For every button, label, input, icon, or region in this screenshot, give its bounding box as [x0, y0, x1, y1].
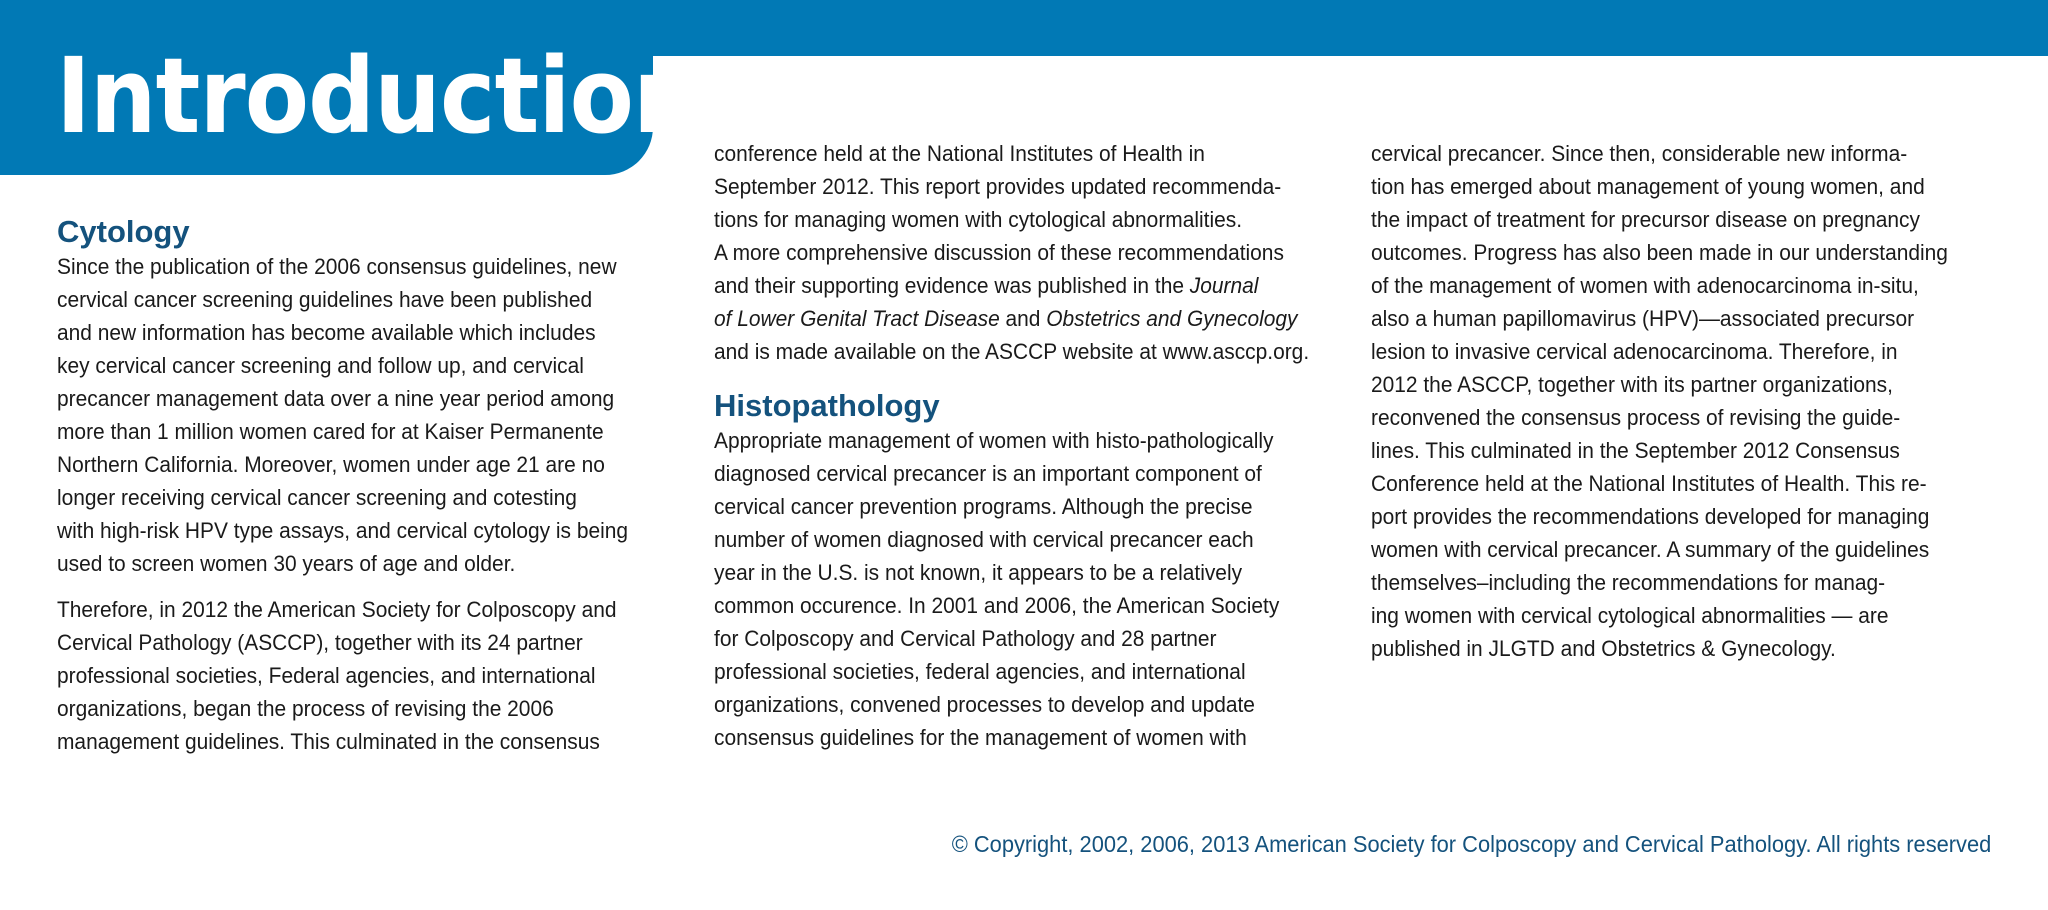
text-line: more than 1 million women cared for at Kaiser Permanente — [57, 419, 604, 444]
text-line: management guidelines. This culminated in the consensus — [57, 729, 600, 754]
text-line: port provides the recommendations developed for managing — [1371, 504, 1930, 529]
paragraph-cytology-2 — [57, 593, 671, 758]
text-line: the impact of treatment for precursor disease on pregnancy — [1371, 207, 1920, 232]
journal-title: of Lower Genital Tract Disease — [714, 306, 1000, 331]
text-line: professional societies, Federal agencies, and international — [57, 663, 596, 688]
paragraph-cytology-3 — [714, 137, 1354, 368]
text-line: year in the U.S. is not known, it appears to be a relatively — [714, 560, 1243, 585]
text-line: consensus guidelines for the management of women with — [714, 725, 1247, 750]
text-line: also a human papillomavirus (HPV)—associated precursor — [1371, 306, 1915, 331]
text-line: organizations, convened processes to develop and update — [714, 692, 1255, 717]
text-line: key cervical cancer screening and follow up, and cervical — [57, 353, 584, 378]
text-line: conference held at the National Institutes of Health in — [714, 141, 1205, 166]
text-line: Appropriate management of women with histo-pathologically — [714, 428, 1274, 453]
text-line: cervical cancer screening guidelines have been published — [57, 287, 593, 312]
text-line: Cervical Pathology (ASCCP), together with its 24 partner — [57, 630, 583, 655]
title-banner — [0, 0, 699, 175]
text-line: with high-risk HPV type assays, and cervical cytology is being — [57, 518, 629, 543]
text-line: outcomes. Progress has also been made in our understanding — [1371, 240, 1948, 265]
text-line: lines. This culminated in the September 2012 Consensus — [1371, 438, 1900, 463]
text-segment: and — [999, 306, 1047, 331]
text-line: published in JLGTD and Obstetrics & Gynecology. — [1371, 636, 1836, 661]
text-line: longer receiving cervical cancer screening and cotesting — [57, 485, 577, 510]
column-3 — [1371, 137, 1991, 665]
text-line: cervical precancer. Since then, considerable new informa- — [1371, 141, 1908, 166]
text-line — [714, 269, 1309, 302]
journal-title: Journal — [1189, 273, 1259, 298]
heading-histopathology: Histopathology — [714, 388, 940, 423]
text-line: used to screen women 30 years of age and older. — [57, 551, 516, 576]
text-line: ing women with cervical cytological abnormalities — are — [1371, 603, 1889, 628]
text-line: and is made available on the ASCCP website at www.asccp.org. — [714, 339, 1310, 364]
page-title: Introduction — [56, 35, 699, 157]
text-line: tion has emerged about management of young women, and — [1371, 174, 1925, 199]
text-line: number of women diagnosed with cervical precancer each — [714, 527, 1254, 552]
text-line: professional societies, federal agencies, and international — [714, 659, 1246, 684]
text-line: organizations, began the process of revising the 2006 — [57, 696, 554, 721]
column-1 — [57, 214, 671, 758]
text-line: September 2012. This report provides updated recommenda- — [714, 174, 1282, 199]
text-line: common occurence. In 2001 and 2006, the American Society — [714, 593, 1280, 618]
paragraph-histopathology-2 — [1371, 137, 1991, 665]
text-line: of the management of women with adenocarcinoma in-situ, — [1371, 273, 1919, 298]
text-line: Northern California. Moreover, women under age 21 are no — [57, 452, 605, 477]
text-line: for Colposcopy and Cervical Pathology and 28 partner — [714, 626, 1217, 651]
text-line: and new information has become available which includes — [57, 320, 596, 345]
text-line: women with cervical precancer. A summary of the guidelines — [1371, 537, 1930, 562]
text-line: A more comprehensive discussion of these recommendations — [714, 240, 1284, 265]
text-line: lesion to invasive cervical adenocarcinoma. Therefore, in — [1371, 339, 1898, 364]
text-line: Conference held at the National Institutes of Health. This re- — [1371, 471, 1927, 496]
text-line: tions for managing women with cytological abnormalities. — [714, 207, 1243, 232]
copyright-notice: © Copyright, 2002, 2006, 2013 American Society for Colposcopy and Cervical Pathology. All rights reserved — [951, 831, 1991, 857]
text-line — [714, 302, 1309, 335]
column-2 — [714, 137, 1354, 754]
text-line: Since the publication of the 2006 consensus guidelines, new — [57, 254, 617, 279]
text-line: diagnosed cervical precancer is an important component of — [714, 461, 1262, 486]
journal-title: Obstetrics and Gynecology — [1046, 306, 1298, 331]
text-segment: and their supporting evidence was published in the — [714, 273, 1190, 298]
text-line: precancer management data over a nine year period among — [57, 386, 615, 411]
text-line: cervical cancer prevention programs. Although the precise — [714, 494, 1253, 519]
paragraph-histopathology — [714, 424, 1354, 754]
text-line: reconvened the consensus process of revising the guide- — [1371, 405, 1901, 430]
paragraph-cytology-1 — [57, 250, 671, 580]
text-line: themselves–including the recommendations for manag- — [1371, 570, 1886, 595]
text-line: Therefore, in 2012 the American Society for Colposcopy and — [57, 597, 617, 622]
text-line: 2012 the ASCCP, together with its partner organizations, — [1371, 372, 1893, 397]
heading-cytology: Cytology — [57, 214, 190, 249]
